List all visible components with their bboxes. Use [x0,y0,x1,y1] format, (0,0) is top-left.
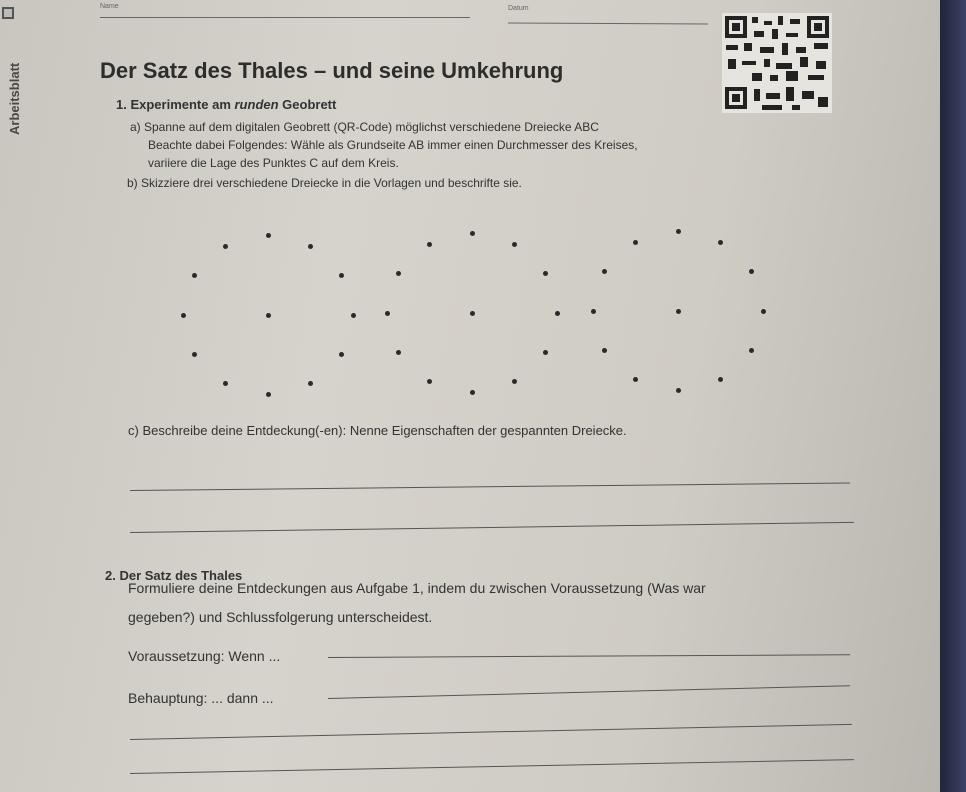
task-a-line3: variiere die Lage des Punktes C auf dem Kreis. [148,156,399,170]
geoboard-peg[interactable] [308,381,313,386]
task-a-line1: a) Spanne auf dem digitalen Geobrett (QR-Code) möglichst verschiedene Dreiecke ABC [130,120,599,134]
voraussetzung-label: Voraussetzung: Wenn ... [128,648,281,664]
section2-line1: Formuliere deine Entdeckungen aus Aufgabe 1, indem du zwischen Voraussetzung (Was war [128,580,706,596]
geoboard-peg[interactable] [427,242,432,247]
geoboard-peg[interactable] [676,229,681,234]
geoboard-peg[interactable] [181,313,186,318]
task-c-line: c) Beschreibe deine Entdeckung(-en): Nenne Eigenschaften der gespannten Dreiecke. [128,423,627,438]
section2-heading: 2. Der Satz des Thales [105,568,243,583]
date-line [508,22,708,24]
geoboard-peg[interactable] [749,348,754,353]
task-b-line: b) Skizziere drei verschiedene Dreiecke in die Vorlagen und beschrifte sie. [127,176,522,190]
side-label: Arbeitsblatt [7,62,22,135]
geoboard-peg[interactable] [192,273,197,278]
geoboard-peg[interactable] [749,269,754,274]
qr-code-icon[interactable] [722,13,832,113]
geoboard-peg[interactable] [427,379,432,384]
answer-line-1[interactable] [130,482,850,491]
geoboard-peg[interactable] [308,244,313,249]
geoboard-peg[interactable] [396,271,401,276]
geoboard-peg[interactable] [718,377,723,382]
geoboard-center-peg[interactable] [266,313,271,318]
section2-line2: gegeben?) und Schlussfolgerung unterscheidest. [128,609,433,625]
geoboard-peg[interactable] [266,233,271,238]
geoboard-peg[interactable] [470,390,475,395]
geoboard-peg[interactable] [602,269,607,274]
geoboard-peg[interactable] [223,244,228,249]
geoboard-peg[interactable] [512,379,517,384]
background-edge [940,0,966,792]
answer-line-3[interactable] [130,724,852,740]
date-label: Datum [508,5,529,12]
name-label: Name [100,3,119,10]
geoboard-peg[interactable] [470,231,475,236]
voraussetzung-line[interactable] [328,654,850,658]
answer-line-2[interactable] [130,522,854,533]
geoboard-peg[interactable] [633,240,638,245]
geoboard-peg[interactable] [351,313,356,318]
task-a-line2: Beachte dabei Folgendes: Wähle als Grundseite AB immer einen Durchmesser des Kreises, [148,138,638,152]
geoboard-center-peg[interactable] [470,311,475,316]
geoboard-center-peg[interactable] [676,309,681,314]
geoboard-peg[interactable] [633,377,638,382]
geoboard-peg[interactable] [396,350,401,355]
geoboard-peg[interactable] [339,273,344,278]
name-line [100,17,470,18]
answer-line-4[interactable] [130,759,854,774]
geoboard-peg[interactable] [385,311,390,316]
geoboard-peg[interactable] [223,381,228,386]
geoboard-peg[interactable] [676,388,681,393]
geoboard-peg[interactable] [543,350,548,355]
behauptung-line[interactable] [328,685,850,699]
geoboard-peg[interactable] [339,352,344,357]
page-title: Der Satz des Thales – und seine Umkehrung [100,58,564,83]
geoboard-peg[interactable] [512,242,517,247]
section1-heading: 1. Experimente am runden Geobrett [116,97,337,112]
geoboard-peg[interactable] [192,352,197,357]
geoboard-peg[interactable] [266,392,271,397]
page-corner-icon [2,7,14,19]
geoboard-peg[interactable] [543,271,548,276]
geoboard-peg[interactable] [718,240,723,245]
geoboard-peg[interactable] [761,309,766,314]
geoboard-peg[interactable] [555,311,560,316]
geoboard-peg[interactable] [602,348,607,353]
behauptung-label: Behauptung: ... dann ... [128,690,274,706]
geoboard-peg[interactable] [591,309,596,314]
